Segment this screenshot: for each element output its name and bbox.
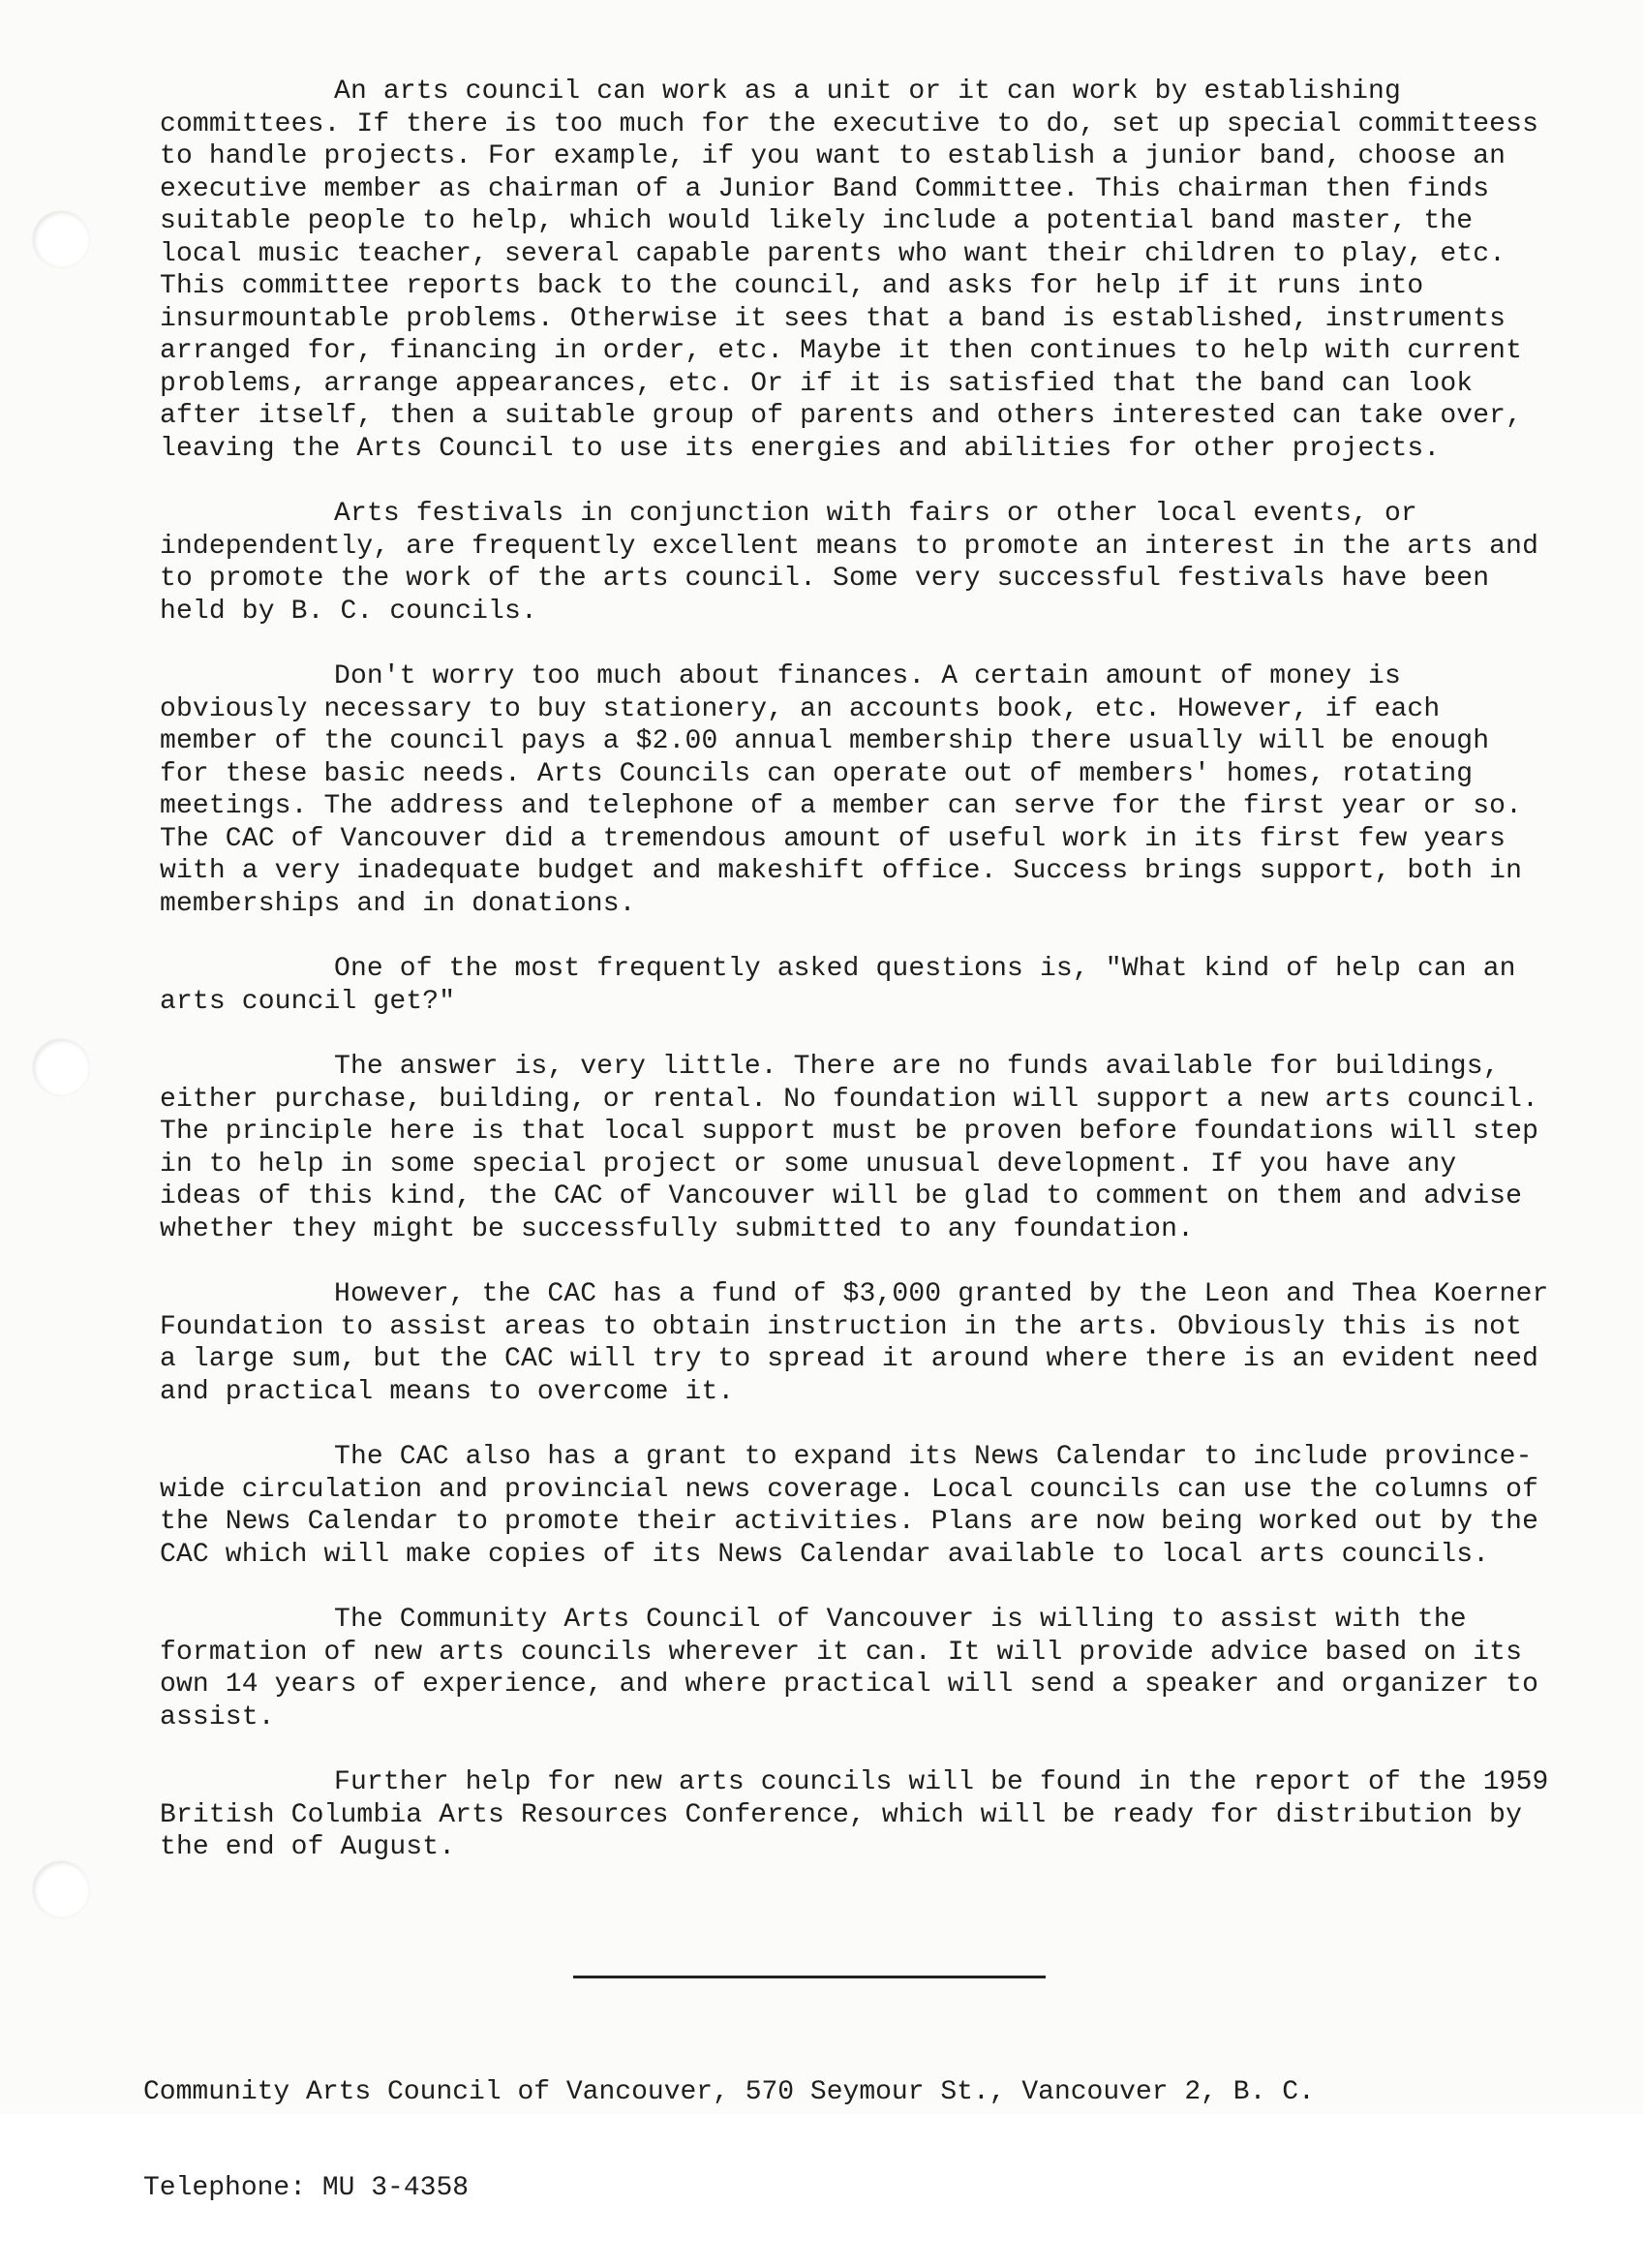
paragraph-fund: However, the CAC has a fund of $3,000 granted by the Leon and Thea Koerner Foundation to assist areas to obtain instruction in the arts. Obviously this is not a large sum, but the CAC will try to spread it around where there is an evident need and practical means to overcome it. [160, 1279, 1549, 1407]
paragraph-committees: An arts council can work as a unit or it can work by establishing committees. If there is too much for the executive to do, set up special committeess to handle projects. For example, if you want to establish a junior band, choose an executive member as chairman of a Junior Band Committee. This chairman then finds suitable people to help, which would likely include a potential band master, the local music teacher, several capable parents who want their children to play, etc. This committee reports back to the council, and asks for help if it runs into insurmountable problems. Otherwise it sees that a band is established, instruments arranged for, financing in order, etc. Maybe it then continues to help with current problems, arrange appearances, etc. Or if it is satisfied that the band can look after itself, then a suitable group of parents and others interested can take over, leaving the Arts Council to use its energies and abilities for other projects. [160, 77, 1539, 464]
footer [143, 2012, 1315, 2268]
paragraph-festivals: Arts festivals in conjunction with fairs or other local events, or independently, are frequently excellent means to promote an interest in the arts and to promote the work of the arts council. Some very successful festivals have been held by B. C. councils. [160, 499, 1539, 627]
punch-hole [33, 211, 89, 267]
punch-hole [33, 1039, 89, 1095]
footer-divider [573, 1976, 1046, 1978]
punch-hole [33, 1861, 89, 1917]
paragraph-further-help: Further help for new arts councils will be found in the report of the 1959 British Columbia Arts Resources Conference, which will be ready for distribution by the end of August. [160, 1767, 1549, 1862]
paragraph-news-calendar: The CAC also has a grant to expand its News Calendar to include province-wide circulation and provincial news coverage. Local councils can use the columns of the News Calendar to promote their activities. Plans are now being worked out by the CAC which will make copies of its News Calendar available to local arts councils. [160, 1442, 1539, 1570]
footer-address: Community Arts Council of Vancouver, 570 Seymour St., Vancouver 2, B. C. [143, 2077, 1315, 2107]
document-body [160, 76, 1554, 1897]
paragraph-finances: Don't worry too much about finances. A certain amount of money is obviously necessary to buy stationery, an accounts book, etc. However, if each member of the council pays a $2.00 annual membership there usually will be enough for these basic needs. Arts Councils can operate out of members' homes, rotating meetings. The address and telephone of a member can serve for the first year or so. The CAC of Vancouver did a tremendous amount of useful work in its first few years with a very inadequate budget and makeshift office. Success brings support, both in memberships and in donations. [160, 661, 1523, 919]
paragraph-answer: The answer is, very little. There are no funds available for buildings, either purchase, building, or rental. No foundation will support a new arts council. The principle here is that local support must be proven before foundations will step in to help in some special project or some unusual development. If you have any ideas of this kind, the CAC of Vancouver will be glad to comment on them and advise whether they might be successfully submitted to any foundation. [160, 1052, 1539, 1244]
footer-telephone: Telephone: MU 3-4358 [143, 2173, 470, 2203]
paragraph-assistance: The Community Arts Council of Vancouver is willing to assist with the formation of new arts councils wherever it can. It will provide advice based on its own 14 years of experience, and where practical will send a speaker and organizer to assist. [160, 1605, 1539, 1732]
paragraph-question: One of the most frequently asked questions is, "What kind of help can an arts council get?" [160, 954, 1516, 1017]
